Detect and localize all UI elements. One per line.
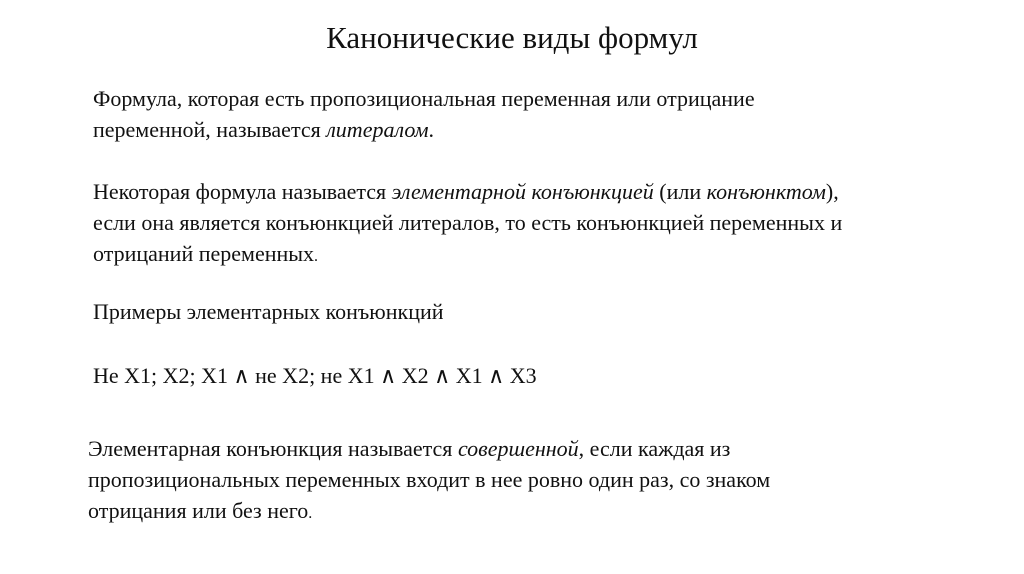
examples-line: Не X1; X2; X1 ∧ не X2; не X1 ∧ X2 ∧ X1 ∧ X3: [93, 363, 537, 388]
perfect-definition-text-end: , если каждая из: [578, 436, 731, 461]
examples-heading: Примеры элементарных конъюнкций: [93, 299, 444, 324]
perfect-period: .: [308, 505, 313, 522]
conjunction-definition-text: Некоторая формула называется: [93, 179, 392, 204]
conjunction-definition: [93, 176, 983, 272]
conjunction-period: .: [314, 248, 319, 265]
conjunction-definition-line-2: если она является конъюнкцией литералов, то есть конъюнкцией переменных и: [93, 210, 843, 235]
conjunct-term: конъюнктом: [706, 179, 826, 204]
conjunction-definition-line-3: [93, 238, 983, 272]
literal-definition: [93, 83, 973, 145]
conjunction-paren-close: ),: [825, 179, 839, 204]
conjunction-definition-line-1: [93, 176, 983, 207]
conjunction-paren-open: (или: [653, 179, 707, 204]
conjunction-definition-line-3-text: отрицаний переменных: [93, 241, 315, 266]
perfect-definition-line-1: [88, 433, 968, 464]
perfect-definition-line-2: пропозициональных переменных входит в нее ровно один раз, со знаком: [88, 467, 771, 492]
literal-term: литералом: [326, 117, 429, 142]
literal-definition-line-1: Формула, которая есть пропозициональная переменная или отрицание: [93, 86, 755, 111]
literal-definition-line-2: [93, 114, 973, 145]
perfect-definition-line-3: [88, 495, 968, 529]
elementary-conjunction-term: элементарной конъюнкцией: [391, 179, 654, 204]
perfect-conjunction-definition: [88, 433, 968, 529]
slide-title: Канонические виды формул: [326, 20, 698, 55]
perfect-term: совершенной: [457, 436, 579, 461]
literal-period: .: [428, 117, 435, 142]
perfect-definition-text: Элементарная конъюнкция называется: [88, 436, 458, 461]
literal-definition-text: переменной, называется: [93, 117, 327, 142]
perfect-definition-line-3-text: отрицания или без него: [88, 498, 309, 523]
